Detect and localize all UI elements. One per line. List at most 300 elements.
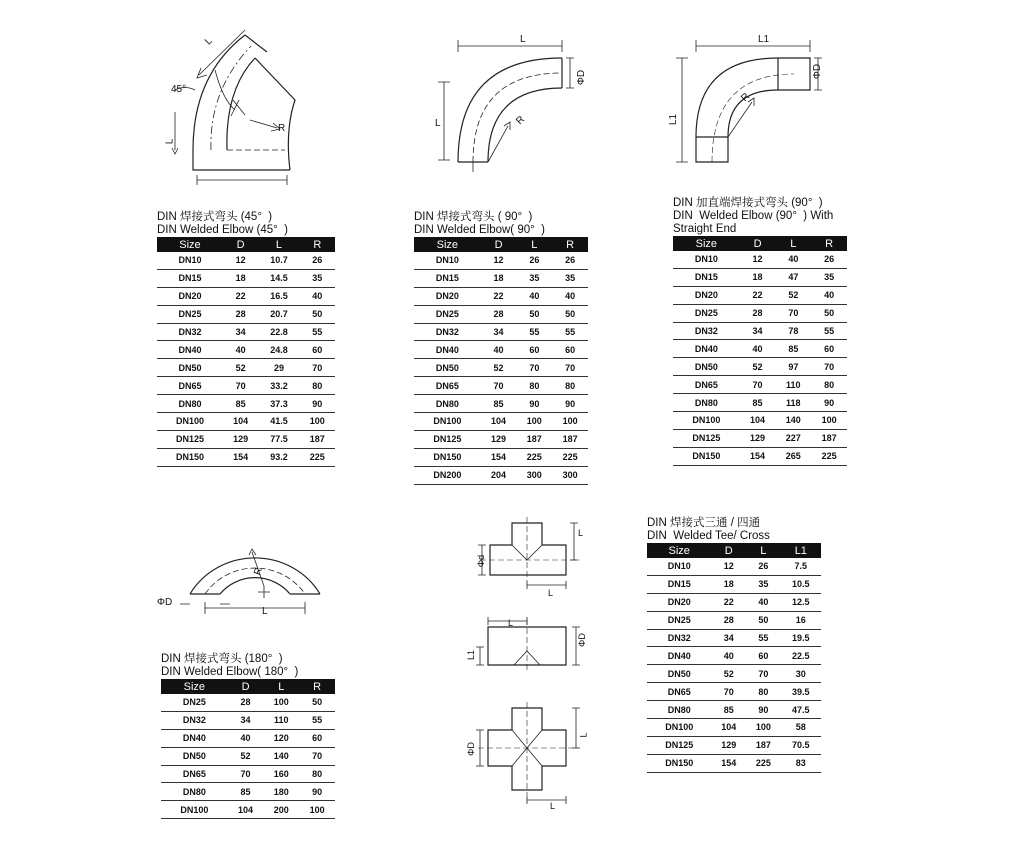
table-cell: 110 <box>263 711 299 729</box>
table-cell: 7.5 <box>781 558 821 575</box>
table-cell: 52 <box>740 358 776 376</box>
table-cell: 55 <box>300 323 335 341</box>
table-row <box>161 711 335 729</box>
table-cell: DN65 <box>161 765 228 783</box>
table-row <box>414 252 588 269</box>
table-cell: 93.2 <box>258 448 299 466</box>
table-cell: DN80 <box>647 701 711 719</box>
table-cell: DN15 <box>414 269 481 287</box>
table-row <box>673 340 847 358</box>
table-cell: 90 <box>516 395 552 413</box>
table-cell: 22 <box>481 287 517 305</box>
table-cell: 55 <box>516 323 552 341</box>
table-cell: 19.5 <box>781 629 821 647</box>
table-cell: 29 <box>258 359 299 377</box>
column-header: D <box>740 236 776 251</box>
table-row <box>157 395 335 413</box>
table-row <box>161 729 335 747</box>
table-row <box>647 629 821 647</box>
table-cell: DN50 <box>414 359 481 377</box>
column-header: R <box>300 237 335 252</box>
table-cell: 24.8 <box>258 341 299 359</box>
spec-table <box>157 237 335 467</box>
table-title-en: DIN Welded Elbow( 90° ) <box>414 224 545 236</box>
table-cell: DN200 <box>414 466 481 484</box>
table-cell: 90 <box>552 395 588 413</box>
table-row <box>414 305 588 323</box>
table-row <box>673 304 847 322</box>
table-row <box>161 783 335 801</box>
table-cell: DN40 <box>157 341 223 359</box>
table-title-cn: DIN 焊接式弯头 (45° ) <box>157 211 273 223</box>
table-cell: 12 <box>223 252 258 269</box>
table-cell: 40 <box>300 287 335 305</box>
table-cell: 60 <box>300 341 335 359</box>
table-cell: DN125 <box>414 430 481 448</box>
table-cell: DN150 <box>647 754 711 772</box>
table-cell: 34 <box>223 323 258 341</box>
table-title-cn: DIN 焊接式三通 / 四通 <box>647 517 761 529</box>
table-cell: 26 <box>516 252 552 269</box>
column-header: R <box>299 679 335 694</box>
table-cell: 204 <box>481 466 517 484</box>
table-cell: 100 <box>516 413 552 431</box>
table-cell: 300 <box>552 466 588 484</box>
table-cell: DN40 <box>414 341 481 359</box>
table-cell: 41.5 <box>258 413 299 431</box>
table-cell: 100 <box>811 412 847 430</box>
spec-table <box>647 543 821 773</box>
table-cell: 265 <box>775 447 811 465</box>
table-cell: 180 <box>263 783 299 801</box>
table-cell: 52 <box>223 359 258 377</box>
table-cell: DN125 <box>673 429 740 447</box>
table-cell: 154 <box>481 448 517 466</box>
column-header: Size <box>414 237 481 252</box>
table-cell: 83 <box>781 754 821 772</box>
table-cell: 40 <box>711 647 746 665</box>
table-cell: 26 <box>746 558 781 575</box>
table-row <box>647 736 821 754</box>
table-cell: 34 <box>481 323 517 341</box>
table-row <box>161 801 335 819</box>
table-cell: 35 <box>300 269 335 287</box>
table-cell: DN80 <box>161 783 228 801</box>
elbow-90-drawing <box>430 30 600 175</box>
tee-top-label-d: Φd <box>476 554 487 568</box>
table-cell: 70 <box>811 358 847 376</box>
table-cell: 50 <box>552 305 588 323</box>
elbow-90-label-r: R <box>514 114 528 127</box>
table-cell: DN15 <box>647 575 711 593</box>
elbow-90-straight-drawing <box>670 32 840 172</box>
table-cell: 60 <box>746 647 781 665</box>
elbow-45-label-l-side: L <box>164 138 176 145</box>
table-cell: 28 <box>228 694 264 711</box>
table-block-tee-cross <box>647 517 821 773</box>
table-cell: 34 <box>740 322 776 340</box>
table-cell: 187 <box>746 736 781 754</box>
table-cell: 47.5 <box>781 701 821 719</box>
table-row <box>161 747 335 765</box>
column-header: D <box>711 543 746 558</box>
table-cell: DN32 <box>157 323 223 341</box>
table-cell: 225 <box>811 447 847 465</box>
table-cell: 104 <box>223 413 258 431</box>
table-cell: 28 <box>740 304 776 322</box>
table-cell: 52 <box>775 286 811 304</box>
table-cell: 22 <box>740 286 776 304</box>
table-cell: DN65 <box>647 683 711 701</box>
table-row <box>673 376 847 394</box>
table-title-en: DIN Welded Elbow( 180° ) <box>161 666 299 678</box>
table-row <box>673 322 847 340</box>
table-row <box>647 647 821 665</box>
table-row <box>157 269 335 287</box>
table-title-cn: DIN 加直端焊接式弯头 (90° ) <box>673 197 823 209</box>
table-cell: 70 <box>711 683 746 701</box>
table-block-elbow-45 <box>157 211 335 467</box>
table-row <box>673 429 847 447</box>
table-row <box>647 558 821 575</box>
table-cell: DN10 <box>673 251 740 268</box>
table-row <box>647 754 821 772</box>
table-title-en: DIN Welded Tee/ Cross <box>647 530 770 542</box>
table-cell: 40 <box>481 341 517 359</box>
tee-side-label-l: L <box>508 618 514 628</box>
table-cell: 18 <box>711 575 746 593</box>
table-cell: 100 <box>746 719 781 737</box>
table-cell: 80 <box>746 683 781 701</box>
table-cell: 55 <box>811 322 847 340</box>
table-cell: 200 <box>263 801 299 819</box>
table-row <box>414 323 588 341</box>
table-cell: DN10 <box>157 252 223 269</box>
table-row <box>673 412 847 430</box>
table-cell: 14.5 <box>258 269 299 287</box>
table-cell: 100 <box>300 413 335 431</box>
column-header: R <box>552 237 588 252</box>
table-row <box>414 287 588 305</box>
table-row <box>157 252 335 269</box>
column-header: L <box>516 237 552 252</box>
table-cell: 33.2 <box>258 377 299 395</box>
table-row <box>647 665 821 683</box>
table-cell: 37.3 <box>258 395 299 413</box>
column-header: L <box>775 236 811 251</box>
table-cell: 80 <box>811 376 847 394</box>
table-cell: 70 <box>552 359 588 377</box>
table-cell: 18 <box>481 269 517 287</box>
table-cell: 60 <box>811 340 847 358</box>
table-cell: 40 <box>775 251 811 268</box>
table-row <box>414 448 588 466</box>
table-cell: 77.5 <box>258 430 299 448</box>
table-cell: 22.5 <box>781 647 821 665</box>
tee-side-label-d: ΦD <box>576 633 587 647</box>
table-cell: 85 <box>711 701 746 719</box>
table-cell: 30 <box>781 665 821 683</box>
table-cell: DN100 <box>673 412 740 430</box>
table-cell: DN10 <box>414 252 481 269</box>
table-cell: 70 <box>481 377 517 395</box>
table-row <box>647 701 821 719</box>
table-cell: 90 <box>811 394 847 412</box>
table-cell: 35 <box>552 269 588 287</box>
table-row <box>414 269 588 287</box>
tee-top-label-l-bottom: L <box>548 588 554 598</box>
table-cell: 12 <box>711 558 746 575</box>
table-cell: 18 <box>740 268 776 286</box>
table-cell: 16 <box>781 611 821 629</box>
table-cell: 52 <box>228 747 264 765</box>
table-cell: 70 <box>740 376 776 394</box>
table-cell: 40 <box>811 286 847 304</box>
table-cell: 60 <box>299 729 335 747</box>
table-cell: 129 <box>711 736 746 754</box>
elbow-90-straight-label-d: ΦD <box>812 63 824 80</box>
elbow-90-straight-label-l1-side: L1 <box>668 113 680 126</box>
table-cell: DN125 <box>647 736 711 754</box>
table-row <box>673 394 847 412</box>
table-cell: 60 <box>516 341 552 359</box>
column-header: D <box>228 679 264 694</box>
table-cell: 10.5 <box>781 575 821 593</box>
table-cell: DN32 <box>647 629 711 647</box>
table-cell: 40 <box>516 287 552 305</box>
table-cell: 58 <box>781 719 821 737</box>
table-row <box>673 358 847 376</box>
table-cell: 28 <box>223 305 258 323</box>
table-cell: DN25 <box>673 304 740 322</box>
table-cell: 70 <box>300 359 335 377</box>
table-cell: 140 <box>775 412 811 430</box>
table-cell: 154 <box>740 447 776 465</box>
table-cell: 154 <box>711 754 746 772</box>
table-cell: 100 <box>552 413 588 431</box>
table-cell: 50 <box>516 305 552 323</box>
table-cell: 55 <box>299 711 335 729</box>
table-cell: DN40 <box>673 340 740 358</box>
tee-side-label-l1: L1 <box>466 649 477 661</box>
table-header-row <box>647 543 821 558</box>
elbow-180-label-l: L <box>262 606 268 617</box>
table-cell: DN80 <box>414 395 481 413</box>
cross-label-l-side: L <box>578 732 589 738</box>
elbow-90-straight-label-r: R <box>739 91 753 104</box>
table-cell: DN20 <box>157 287 223 305</box>
table-cell: 97 <box>775 358 811 376</box>
elbow-45-label-angle: 45° <box>171 84 187 95</box>
column-header: R <box>811 236 847 251</box>
table-cell: 16.5 <box>258 287 299 305</box>
table-cell: 26 <box>811 251 847 268</box>
elbow-180-label-r: R <box>252 566 266 577</box>
table-cell: 120 <box>263 729 299 747</box>
table-title-cn: DIN 焊接式弯头 (180° ) <box>161 653 283 665</box>
table-cell: 10.7 <box>258 252 299 269</box>
table-row <box>414 377 588 395</box>
table-row <box>157 413 335 431</box>
table-cell: 70 <box>746 665 781 683</box>
table-cell: 85 <box>481 395 517 413</box>
table-cell: 55 <box>552 323 588 341</box>
table-cell: 50 <box>746 611 781 629</box>
table-cell: 52 <box>711 665 746 683</box>
column-header: Size <box>647 543 711 558</box>
table-row <box>414 341 588 359</box>
table-cell: 100 <box>263 694 299 711</box>
table-row <box>673 268 847 286</box>
table-cell: 90 <box>300 395 335 413</box>
table-cell: 225 <box>516 448 552 466</box>
table-cell: 70 <box>299 747 335 765</box>
table-cell: DN100 <box>161 801 228 819</box>
table-cell: DN32 <box>161 711 228 729</box>
table-cell: 225 <box>552 448 588 466</box>
elbow-180-label-d: ΦD <box>157 597 173 608</box>
table-cell: 225 <box>300 448 335 466</box>
table-title-cn: DIN 焊接式弯头 ( 90° ) <box>414 211 533 223</box>
table-cell: 52 <box>481 359 517 377</box>
table-cell: 110 <box>775 376 811 394</box>
table-title-en: DIN Welded Elbow (45° ) <box>157 224 288 236</box>
column-header: D <box>223 237 258 252</box>
table-cell: 104 <box>740 412 776 430</box>
table-cell: DN100 <box>647 719 711 737</box>
table-cell: 129 <box>481 430 517 448</box>
table-cell: DN20 <box>414 287 481 305</box>
table-cell: 22.8 <box>258 323 299 341</box>
table-cell: 80 <box>300 377 335 395</box>
table-cell: DN40 <box>161 729 228 747</box>
table-cell: 47 <box>775 268 811 286</box>
table-cell: 28 <box>481 305 517 323</box>
table-cell: 26 <box>300 252 335 269</box>
table-cell: 50 <box>299 694 335 711</box>
table-row <box>157 323 335 341</box>
column-header: L <box>746 543 781 558</box>
elbow-90-label-l-top: L <box>520 34 526 45</box>
table-cell: DN50 <box>157 359 223 377</box>
table-cell: 12 <box>740 251 776 268</box>
table-cell: 18 <box>223 269 258 287</box>
elbow-45-drawing <box>155 20 315 190</box>
table-row <box>414 466 588 484</box>
table-cell: DN80 <box>157 395 223 413</box>
table-row <box>157 305 335 323</box>
column-header: Size <box>157 237 223 252</box>
table-cell: DN150 <box>157 448 223 466</box>
table-cell: 39.5 <box>781 683 821 701</box>
table-cell: DN50 <box>647 665 711 683</box>
table-row <box>157 359 335 377</box>
spec-table <box>673 236 847 466</box>
column-header: Size <box>673 236 740 251</box>
column-header: D <box>481 237 517 252</box>
table-cell: 35 <box>516 269 552 287</box>
table-cell: 104 <box>228 801 264 819</box>
table-header-row <box>157 237 335 252</box>
table-cell: 85 <box>223 395 258 413</box>
table-cell: DN25 <box>157 305 223 323</box>
table-cell: DN50 <box>673 358 740 376</box>
table-cell: 187 <box>811 429 847 447</box>
table-cell: DN150 <box>414 448 481 466</box>
table-cell: 22 <box>711 593 746 611</box>
table-cell: 104 <box>481 413 517 431</box>
table-cell: DN100 <box>414 413 481 431</box>
table-row <box>673 251 847 268</box>
table-cell: 160 <box>263 765 299 783</box>
table-cell: 34 <box>711 629 746 647</box>
table-header-row <box>414 237 588 252</box>
table-row <box>157 341 335 359</box>
table-cell: 40 <box>552 287 588 305</box>
column-header: L <box>263 679 299 694</box>
table-cell: 40 <box>228 729 264 747</box>
table-row <box>414 359 588 377</box>
table-cell: DN25 <box>414 305 481 323</box>
cross-label-l-bottom: L <box>550 801 556 811</box>
table-block-elbow-180 <box>161 653 335 819</box>
table-cell: 12.5 <box>781 593 821 611</box>
table-cell: 85 <box>740 394 776 412</box>
table-row <box>673 286 847 304</box>
table-cell: DN32 <box>673 322 740 340</box>
table-row <box>673 447 847 465</box>
column-header: L <box>258 237 299 252</box>
table-title-en: DIN Welded Elbow (90° ) With Straight End <box>673 210 834 235</box>
table-cell: 154 <box>223 448 258 466</box>
table-cell: 187 <box>516 430 552 448</box>
table-row <box>414 395 588 413</box>
table-cell: 227 <box>775 429 811 447</box>
table-cell: 26 <box>552 252 588 269</box>
spec-table <box>161 679 335 819</box>
table-cell: 50 <box>300 305 335 323</box>
table-cell: 104 <box>711 719 746 737</box>
table-cell: DN150 <box>673 447 740 465</box>
table-cell: DN125 <box>157 430 223 448</box>
table-cell: 90 <box>299 783 335 801</box>
table-cell: 80 <box>516 377 552 395</box>
table-row <box>647 719 821 737</box>
elbow-90-label-l-side: L <box>435 118 441 129</box>
table-cell: 22 <box>223 287 258 305</box>
elbow-90-label-d: ΦD <box>576 69 588 86</box>
table-row <box>157 430 335 448</box>
table-cell: 118 <box>775 394 811 412</box>
table-cell: DN40 <box>647 647 711 665</box>
table-row <box>647 611 821 629</box>
table-cell: 50 <box>811 304 847 322</box>
table-row <box>157 448 335 466</box>
table-cell: 140 <box>263 747 299 765</box>
table-row <box>161 694 335 711</box>
table-cell: 55 <box>746 629 781 647</box>
table-row <box>414 413 588 431</box>
table-cell: DN10 <box>647 558 711 575</box>
column-header: L1 <box>781 543 821 558</box>
table-cell: 100 <box>299 801 335 819</box>
table-cell: 70 <box>516 359 552 377</box>
table-cell: 35 <box>811 268 847 286</box>
table-cell: DN80 <box>673 394 740 412</box>
table-cell: 70 <box>223 377 258 395</box>
table-cell: DN15 <box>157 269 223 287</box>
table-cell: 70 <box>775 304 811 322</box>
